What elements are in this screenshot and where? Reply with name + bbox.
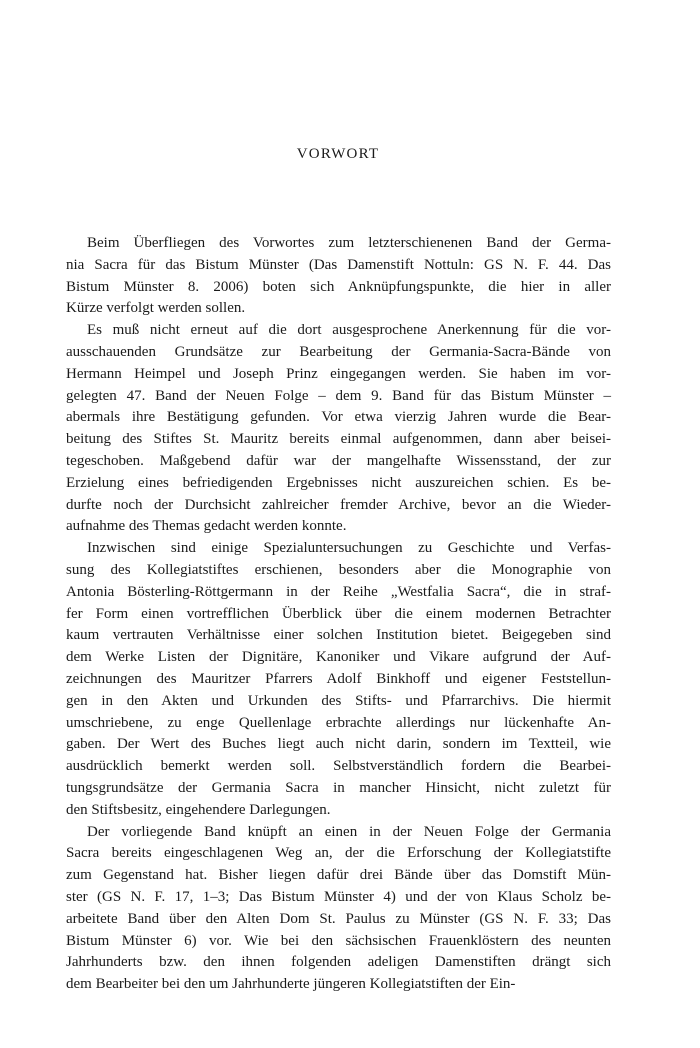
text-line: umschriebene, zu enge Quellenlage erbrachte allerdings nur lückenhafte An-	[66, 714, 611, 731]
text-line: gelegten 47. Band der Neuen Folge – dem 9. Band für das Bistum Münster –	[66, 387, 611, 404]
text-line: arbeitete Band über den Alten Dom St. Paulus zu Münster (GS N. F. 33; Das	[66, 910, 611, 927]
text-line: Bistum Münster 8. 2006) boten sich Anknüpfungspunkte, die hier in aller	[66, 278, 611, 295]
text-line: Kürze verfolgt werden sollen.	[66, 300, 246, 317]
text-line: zum Gegenstand hat. Bisher liegen dafür drei Bände über das Domstift Mün-	[66, 867, 611, 884]
text-line: gen in den Akten und Urkunden des Stifts- und Pfarrarchivs. Die hiermit	[66, 692, 611, 709]
text-line: Jahrhunderts bzw. den ihnen folgenden adeligen Damenstiften drängt sich	[66, 954, 611, 971]
text-line: ausdrücklich bemerkt werden soll. Selbstverständlich fordern die Bearbei-	[66, 758, 611, 775]
text-line: sung des Kollegiatstiftes erschienen, besonders aber die Monographie von	[66, 561, 611, 578]
text-line: tungsgrundsätze der Germania Sacra in mancher Hinsicht, nicht zuletzt für	[66, 779, 611, 796]
text-line: Sacra bereits eingeschlagenen Weg an, der die Erforschung der Kollegiatstifte	[66, 845, 611, 862]
text-line: Inzwischen sind einige Spezialuntersuchungen zu Geschichte und Verfas-	[87, 540, 611, 557]
text-line: Bistum Münster 6) vor. Wie bei den sächsischen Frauenklöstern des neunten	[66, 932, 611, 949]
text-line: Es muß nicht erneut auf die dort ausgesprochene Anerkennung für die vor-	[87, 322, 611, 339]
text-line: dem Bearbeiter bei den um Jahrhunderte jüngeren Kollegiatstiften der Ein-	[66, 976, 516, 993]
paragraph	[66, 822, 611, 996]
paragraph	[66, 538, 611, 821]
paragraph	[66, 233, 611, 320]
text-line: Antonia Bösterling-Röttgermann in der Reihe „Westfalia Sacra“, die in straf-	[66, 583, 611, 600]
text-line: ster (GS N. F. 17, 1–3; Das Bistum Münster 4) und der von Klaus Scholz be-	[66, 888, 611, 905]
text-line: dem Werke Listen der Dignitäre, Kanoniker und Vikare aufgrund der Auf-	[66, 649, 611, 666]
text-line: kaum vertrauten Verhältnisse einer solchen Institution bietet. Beigegeben sind	[66, 627, 611, 644]
text-line: gaben. Der Wert des Buches liegt auch nicht darin, sondern im Textteil, wie	[66, 736, 611, 753]
text-line: durfte noch der Durchsicht zahlreicher fremder Archive, bevor an die Wieder-	[66, 496, 611, 513]
page-title: VORWORT	[296, 146, 380, 162]
text-line: tegeschoben. Maßgebend dafür war der mangelhafte Wissensstand, der zur	[66, 452, 611, 469]
text-line: aufnahme des Themas gedacht werden konnte.	[66, 518, 347, 535]
text-line: zeichnungen des Mauritzer Pfarrers Adolf Binkhoff und eigener Feststellun-	[66, 670, 611, 687]
text-line: nia Sacra für das Bistum Münster (Das Damenstift Nottuln: GS N. F. 44. Das	[66, 256, 611, 273]
text-line: Der vorliegende Band knüpft an einen in der Neuen Folge der Germania	[87, 823, 611, 840]
text-line: Beim Überfliegen des Vorwortes zum letzterschienenen Band der Germa-	[87, 235, 611, 251]
text-line: Erzielung eines befriedigenden Ergebnisses nicht auszureichen schien. Es be-	[66, 474, 611, 491]
text-line: Hermann Heimpel und Joseph Prinz eingegangen werden. Sie haben im vor-	[66, 365, 611, 382]
text-line: beitung des Stiftes St. Mauritz bereits einmal aufgenommen, dann aber beisei-	[66, 431, 611, 448]
text-line: abermals ihre Bestätigung gefunden. Vor etwa vierzig Jahren wurde die Bear-	[66, 409, 611, 426]
text-line: den Stiftsbesitz, eingehendere Darlegungen.	[66, 801, 331, 818]
text-line: fer Form einen vortrefflichen Überblick über die einem modernen Betrachter	[66, 605, 611, 622]
text-line: ausschauenden Grundsätze zur Bearbeitung der Germania-Sacra-Bände von	[66, 343, 611, 360]
paragraph	[66, 320, 611, 538]
body-text	[66, 233, 611, 996]
